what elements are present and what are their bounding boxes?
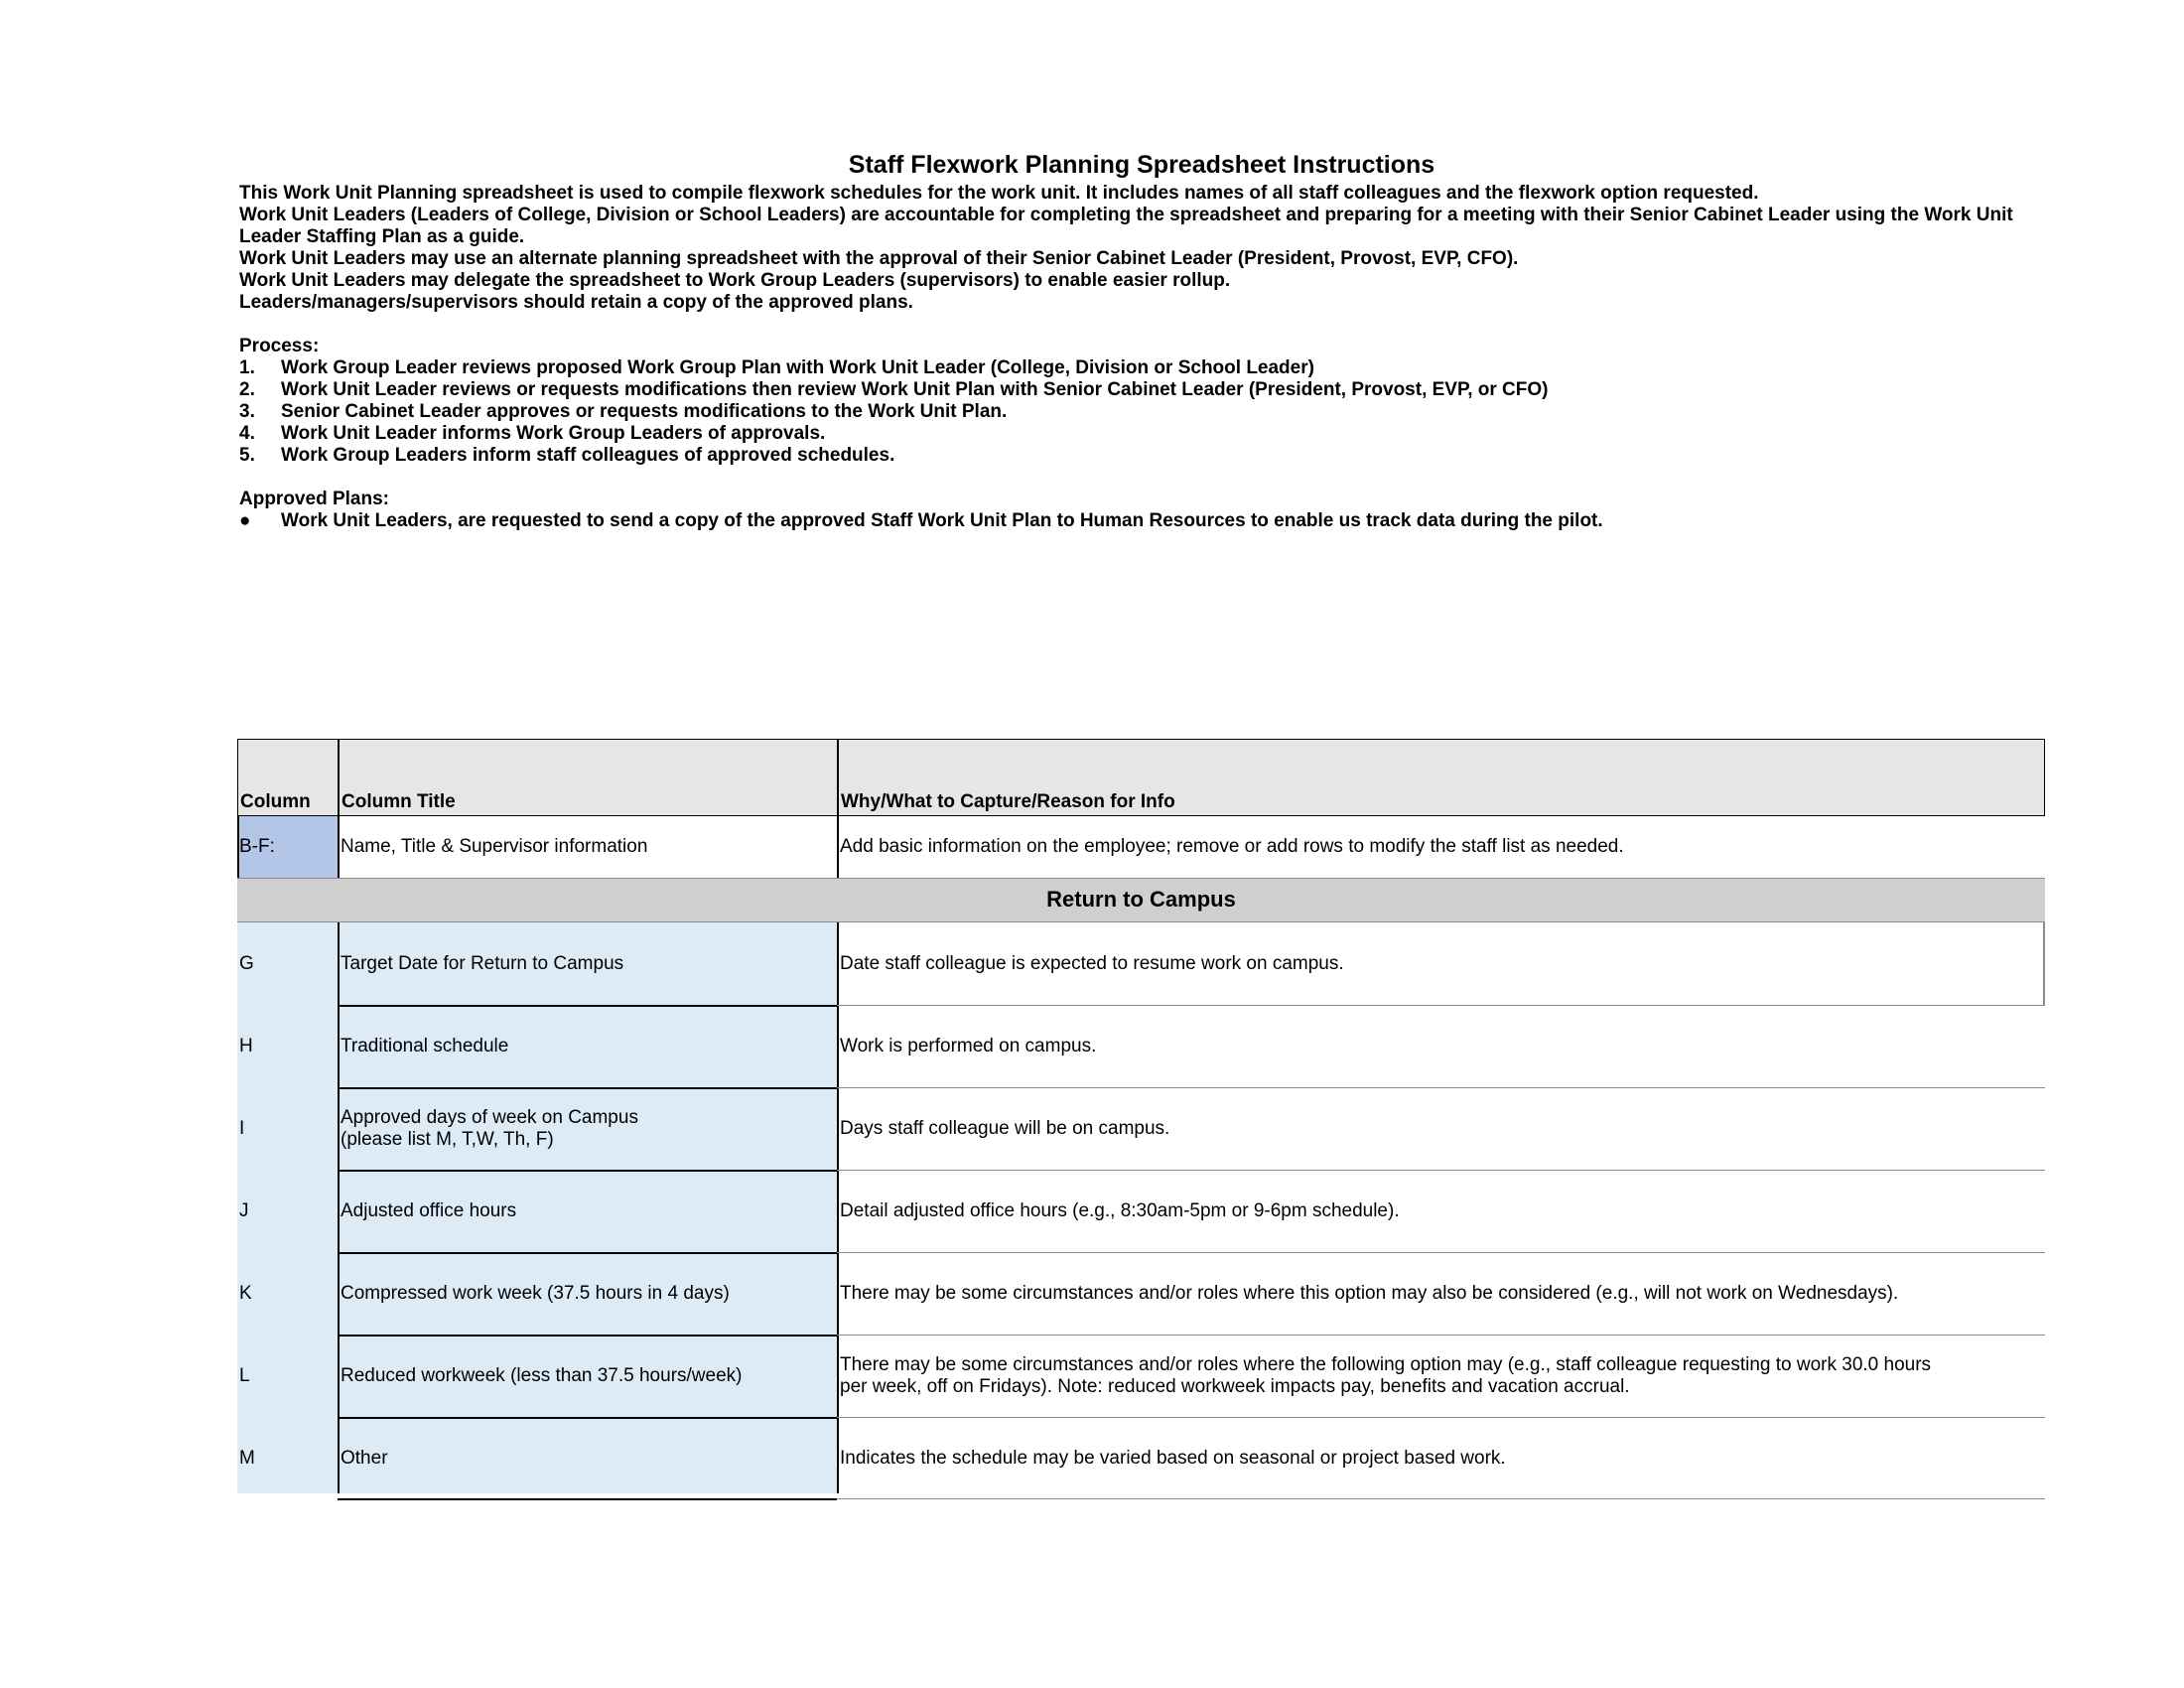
intro-line: Work Unit Leaders may delegate the spreadsheet to Work Group Leaders (supervisors) to enable easier rollup. xyxy=(239,270,1231,291)
row-title: Reduced workweek (less than 37.5 hours/week) xyxy=(341,1365,743,1386)
row-column: G xyxy=(239,953,254,974)
step-number: 2. xyxy=(239,379,255,400)
row-column: B-F: xyxy=(239,836,275,857)
approved-heading: Approved Plans: xyxy=(239,489,389,509)
process-list xyxy=(239,357,2041,467)
process-step xyxy=(239,379,2041,401)
row-title-note: (please list M, T,W, Th, F) xyxy=(341,1129,554,1150)
process-step xyxy=(239,445,2041,467)
step-number: 5. xyxy=(239,445,255,466)
table-header-row xyxy=(237,739,2045,816)
step-text: Senior Cabinet Leader approves or requests modifications to the Work Unit Plan. xyxy=(281,401,1008,422)
approved-item xyxy=(239,510,2041,532)
row-column: J xyxy=(239,1200,249,1221)
row-why: Detail adjusted office hours (e.g., 8:30am-5pm or 9-6pm schedule). xyxy=(840,1200,1400,1221)
header-why: Why/What to Capture/Reason for Info xyxy=(841,791,1175,812)
row-why: Work is performed on campus. xyxy=(840,1036,1097,1056)
column-shading xyxy=(237,922,837,1493)
row-title: Traditional schedule xyxy=(341,1036,509,1056)
row-column: M xyxy=(239,1448,255,1469)
row-why: Indicates the schedule may be varied based on seasonal or project based work. xyxy=(840,1448,1506,1469)
row-column: L xyxy=(239,1365,250,1386)
header-column-title: Column Title xyxy=(341,791,456,812)
row-column: I xyxy=(239,1118,245,1139)
row-column: K xyxy=(239,1283,252,1304)
section-return-to-campus: Return to Campus xyxy=(237,878,2045,922)
row-title: Compressed work week (37.5 hours in 4 days) xyxy=(341,1283,730,1304)
intro-line: Leaders/managers/supervisors should retain a copy of the approved plans. xyxy=(239,292,913,313)
row-why: Add basic information on the employee; remove or add rows to modify the staff list as needed. xyxy=(840,836,1624,857)
row-title: Target Date for Return to Campus xyxy=(341,953,624,974)
step-number: 4. xyxy=(239,423,255,444)
approved-text: Work Unit Leaders, are requested to send a copy of the approved Staff Work Unit Plan to Human Resources to enable us track data during the pilot. xyxy=(281,510,1603,531)
step-text: Work Group Leader reviews proposed Work Group Plan with Work Unit Leader (College, Division or School Leader) xyxy=(281,357,1314,378)
process-heading: Process: xyxy=(239,336,320,356)
step-text: Work Unit Leader reviews or requests modifications then review Work Unit Plan with Senior Cabinet Leader (President, Provost, EVP, or CFO) xyxy=(281,379,1549,400)
row-column: H xyxy=(239,1036,253,1056)
row-title: Adjusted office hours xyxy=(341,1200,517,1221)
row-why-continued: per week, off on Fridays). Note: reduced workweek impacts pay, benefits and vacation accrual. xyxy=(840,1376,1630,1397)
row-why: Days staff colleague will be on campus. xyxy=(840,1118,1170,1139)
header-column: Column xyxy=(240,791,311,812)
step-number: 3. xyxy=(239,401,255,422)
instructions-block xyxy=(239,183,2041,532)
intro-line: Work Unit Leaders may use an alternate planning spreadsheet with the approval of their Senior Cabinet Leader (President, Provost, EVP, CFO). xyxy=(239,248,1519,269)
step-text: Work Group Leaders inform staff colleagues of approved schedules. xyxy=(281,445,895,466)
row-why: Date staff colleague is expected to resume work on campus. xyxy=(840,953,1344,974)
approved-list xyxy=(239,510,2041,532)
process-step xyxy=(239,357,2041,379)
row-title: Approved days of week on Campus xyxy=(341,1107,638,1128)
step-number: 1. xyxy=(239,357,255,378)
process-step xyxy=(239,401,2041,423)
bullet-icon: ● xyxy=(239,510,251,531)
row-title: Other xyxy=(341,1448,388,1469)
process-step xyxy=(239,423,2041,445)
page-title: Staff Flexwork Planning Spreadsheet Instructions xyxy=(848,151,1435,179)
row-title: Name, Title & Supervisor information xyxy=(341,836,648,857)
intro-line: This Work Unit Planning spreadsheet is used to compile flexwork schedules for the work unit. It includes names of all staff colleagues and the flexwork option requested. xyxy=(239,183,1759,204)
row-why: There may be some circumstances and/or roles where the following option may (e.g., staff colleague requesting to work 30.0 hours xyxy=(840,1354,1932,1375)
step-text: Work Unit Leader informs Work Group Leaders of approvals. xyxy=(281,423,826,444)
intro-line: Work Unit Leaders (Leaders of College, Division or School Leaders) are accountable for completing the spreadsheet and preparing for a meeting with their Senior Cabinet Leader using the Work Unit Leader Staffing Plan as a guide. xyxy=(239,205,2013,247)
row-why: There may be some circumstances and/or roles where this option may also be considered (e.g., will not work on Wednesdays). xyxy=(840,1283,1899,1304)
